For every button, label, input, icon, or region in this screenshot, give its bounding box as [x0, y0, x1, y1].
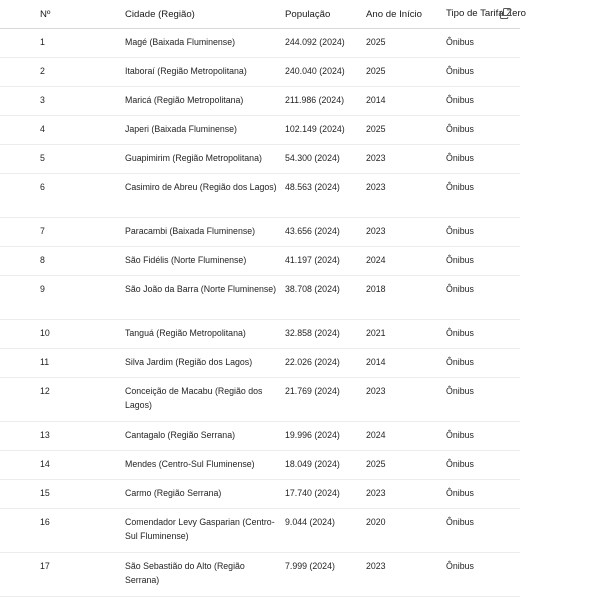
cell-population: 211.986 (2024)	[285, 87, 366, 116]
cell-start-year: 2020	[366, 509, 446, 553]
cell-num: 9	[0, 276, 125, 320]
table-row	[0, 218, 520, 247]
cell-num: 6	[0, 174, 125, 218]
table-row	[0, 174, 520, 218]
copy-icon[interactable]	[500, 8, 511, 19]
cell-start-year: 2023	[366, 480, 446, 509]
cell-fare-type: Ônibus	[446, 378, 520, 422]
table-row	[0, 349, 520, 378]
cell-population: 48.563 (2024)	[285, 174, 366, 218]
cell-start-year: 2025	[366, 451, 446, 480]
cell-start-year: 2018	[366, 276, 446, 320]
cell-city: Conceição de Macabu (Região dos Lagos)	[125, 378, 285, 422]
cell-fare-type: Ônibus	[446, 29, 520, 58]
cell-num: 10	[0, 320, 125, 349]
cell-population: 19.996 (2024)	[285, 422, 366, 451]
cell-start-year: 2025	[366, 58, 446, 87]
table-row	[0, 247, 520, 276]
cell-city: Silva Jardim (Região dos Lagos)	[125, 349, 285, 378]
cell-fare-type: Ônibus	[446, 145, 520, 174]
cell-city: Paracambi (Baixada Fluminense)	[125, 218, 285, 247]
cell-population: 41.197 (2024)	[285, 247, 366, 276]
cell-fare-type: Ônibus	[446, 247, 520, 276]
table-row	[0, 320, 520, 349]
cell-population: 244.092 (2024)	[285, 29, 366, 58]
cell-start-year: 2021	[366, 320, 446, 349]
cell-num: 4	[0, 116, 125, 145]
cell-city: Guapimirim (Região Metropolitana)	[125, 145, 285, 174]
table-row	[0, 451, 520, 480]
cell-num: 12	[0, 378, 125, 422]
cell-fare-type: Ônibus	[446, 451, 520, 480]
cell-num: 8	[0, 247, 125, 276]
cell-population: 22.026 (2024)	[285, 349, 366, 378]
cell-population: 18.049 (2024)	[285, 451, 366, 480]
cell-city: Tanguá (Região Metropolitana)	[125, 320, 285, 349]
cell-city: São Sebastião do Alto (Região Serrana)	[125, 553, 285, 597]
table-row	[0, 480, 520, 509]
cell-start-year: 2014	[366, 87, 446, 116]
cell-fare-type: Ônibus	[446, 320, 520, 349]
table-row	[0, 553, 520, 597]
cell-city: Magé (Baixada Fluminense)	[125, 29, 285, 58]
cell-start-year: 2023	[366, 174, 446, 218]
cell-start-year: 2025	[366, 116, 446, 145]
cell-population: 32.858 (2024)	[285, 320, 366, 349]
cell-city: Maricá (Região Metropolitana)	[125, 87, 285, 116]
cell-num: 11	[0, 349, 125, 378]
cell-num: 17	[0, 553, 125, 597]
cell-num: 14	[0, 451, 125, 480]
cell-start-year: 2023	[366, 553, 446, 597]
cell-num: 3	[0, 87, 125, 116]
cell-fare-type: Ônibus	[446, 276, 520, 320]
header-population: População	[285, 0, 366, 29]
cell-start-year: 2014	[366, 349, 446, 378]
cell-fare-type: Ônibus	[446, 553, 520, 597]
cell-start-year: 2024	[366, 422, 446, 451]
cell-city: Cantagalo (Região Serrana)	[125, 422, 285, 451]
table-row	[0, 116, 520, 145]
cell-num: 7	[0, 218, 125, 247]
table-body	[0, 29, 520, 597]
cell-num: 13	[0, 422, 125, 451]
cell-city: Comendador Levy Gasparian (Centro-Sul Fluminense)	[125, 509, 285, 553]
table-row	[0, 276, 520, 320]
cell-population: 17.740 (2024)	[285, 480, 366, 509]
cell-population: 7.999 (2024)	[285, 553, 366, 597]
cell-city: São Fidélis (Norte Fluminense)	[125, 247, 285, 276]
cell-fare-type: Ônibus	[446, 509, 520, 553]
cell-num: 16	[0, 509, 125, 553]
table-header-row	[0, 0, 520, 29]
cell-num: 1	[0, 29, 125, 58]
table-row	[0, 422, 520, 451]
cell-city: Mendes (Centro-Sul Fluminense)	[125, 451, 285, 480]
table-row	[0, 378, 520, 422]
cell-population: 240.040 (2024)	[285, 58, 366, 87]
table-row	[0, 509, 520, 553]
cell-city: Carmo (Região Serrana)	[125, 480, 285, 509]
cell-num: 15	[0, 480, 125, 509]
cell-start-year: 2023	[366, 378, 446, 422]
table-row	[0, 58, 520, 87]
table-row	[0, 87, 520, 116]
cell-city: São João da Barra (Norte Fluminense)	[125, 276, 285, 320]
cell-city: Itaboraí (Região Metropolitana)	[125, 58, 285, 87]
cell-population: 54.300 (2024)	[285, 145, 366, 174]
cell-start-year: 2023	[366, 218, 446, 247]
cell-num: 2	[0, 58, 125, 87]
cell-fare-type: Ônibus	[446, 174, 520, 218]
cell-population: 21.769 (2024)	[285, 378, 366, 422]
cell-fare-type: Ônibus	[446, 422, 520, 451]
cell-fare-type: Ônibus	[446, 116, 520, 145]
cell-fare-type: Ônibus	[446, 218, 520, 247]
cell-population: 38.708 (2024)	[285, 276, 366, 320]
cell-population: 9.044 (2024)	[285, 509, 366, 553]
cell-fare-type: Ônibus	[446, 349, 520, 378]
cell-start-year: 2024	[366, 247, 446, 276]
cell-city: Japeri (Baixada Fluminense)	[125, 116, 285, 145]
cell-population: 102.149 (2024)	[285, 116, 366, 145]
cell-start-year: 2023	[366, 145, 446, 174]
header-start-year: Ano de Início	[366, 0, 446, 29]
cell-fare-type: Ônibus	[446, 480, 520, 509]
header-city: Cidade (Região)	[125, 0, 285, 29]
cell-population: 43.656 (2024)	[285, 218, 366, 247]
cell-fare-type: Ônibus	[446, 58, 520, 87]
cell-city: Casimiro de Abreu (Região dos Lagos)	[125, 174, 285, 218]
cell-fare-type: Ônibus	[446, 87, 520, 116]
cell-start-year: 2025	[366, 29, 446, 58]
header-fare-type-label: Tipo de Tarifa Zero	[446, 8, 526, 20]
cell-num: 5	[0, 145, 125, 174]
table-row	[0, 29, 520, 58]
header-num: Nº	[0, 0, 125, 29]
table-row	[0, 145, 520, 174]
